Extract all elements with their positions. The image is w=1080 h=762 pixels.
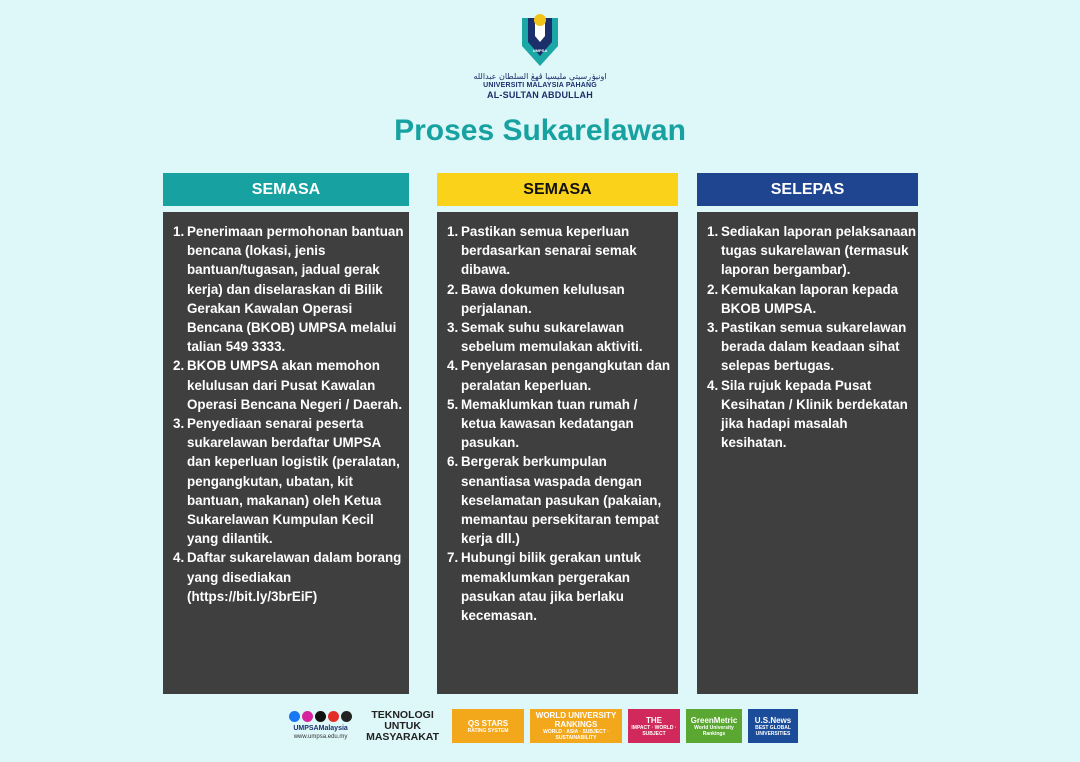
badge-title: QS STARS <box>467 718 509 728</box>
list-item-text: Pastikan semua sukarelawan berada dalam keadaan sihat selepas bertugas. <box>721 320 907 374</box>
list-item-text: Penyelarasan pengangkutan dan peralatan keperluan. <box>461 358 671 393</box>
badge-subtitle: RATING SYSTEM <box>467 727 509 734</box>
badge-title: WORLD UNIVERSITY RANKINGS <box>535 711 617 729</box>
column-body <box>163 212 409 694</box>
list-item <box>707 376 916 453</box>
list-item-text: Daftar sukarelawan dalam borang yang disediakan (https://bit.ly/3brEiF) <box>187 550 402 604</box>
logo-arabic-text: اونيۏرسيتي مليسيا ڤهڠ السلطان عبدالله <box>473 72 607 81</box>
qs-stars-badge <box>452 709 524 743</box>
column-body <box>437 212 678 694</box>
us-news-badge <box>748 709 798 743</box>
tagline-line-1: TEKNOLOGI <box>371 708 434 721</box>
badge-title: U.S.News <box>754 715 792 725</box>
qs-world-rankings-badge <box>530 709 622 743</box>
social-icons <box>289 711 352 722</box>
list-item <box>173 222 407 356</box>
list-item <box>707 318 916 376</box>
list-item-text: Penyediaan senarai peserta sukarelawan berdaftar UMPSA dan keperluan logistik (peralatan, pengangkutan, ubatan, kit bantuan, makanan) oleh Ketua Sukarelawan Kumpulan Kecil yang dilantik. <box>187 416 400 547</box>
page-title: Proses Sukarelawan <box>394 114 686 147</box>
list-item <box>447 452 676 548</box>
step-list <box>173 222 407 606</box>
logo-university-name: UNIVERSITI MALAYSIA PAHANG <box>483 82 597 89</box>
ui-greenmetric-badge <box>686 709 742 743</box>
list-item-number: 2. <box>173 358 185 374</box>
ranking-badges <box>452 709 798 743</box>
list-item-number: 1. <box>707 224 719 239</box>
list-item-text: Kemukakan laporan kepada BKOB UMPSA. <box>721 281 899 316</box>
list-item <box>447 548 676 625</box>
badge-subtitle: World University Rankings <box>694 724 734 737</box>
instagram-icon[interactable] <box>302 711 313 722</box>
column-header: SEMASA <box>437 173 678 206</box>
list-item-number: 7. <box>447 550 459 566</box>
list-item-text: Hubungi bilik gerakan untuk memaklumkan pergerakan pasukan atau jika berlaku kecemasan. <box>461 550 642 624</box>
list-item-text: Sila rujuk kepada Pusat Kesihatan / Klinik berdekatan jika hadapi masalah kesihatan. <box>721 377 908 451</box>
x-icon[interactable] <box>315 711 326 722</box>
badge-title: GreenMetric <box>690 715 738 725</box>
badge-subtitle: WORLD · ASIA · SUBJECT · SUSTAINABILITY <box>543 729 609 741</box>
university-logo <box>0 12 1080 100</box>
list-item-number: 5. <box>447 396 459 412</box>
list-item-number: 2. <box>447 281 459 297</box>
list-item-text: Bergerak berkumpulan senantiasa waspada dengan keselamatan pasukan (pakaian, memantau persekitaran tempat kerja dll.) <box>461 454 662 547</box>
column-header: SELEPAS <box>697 173 918 206</box>
list-item-number: 6. <box>447 454 459 470</box>
logo-mark-text: UMPSA <box>532 48 548 53</box>
list-item <box>173 414 407 548</box>
social-block <box>288 711 353 741</box>
list-item-number: 3. <box>707 320 719 336</box>
step-list <box>447 222 676 625</box>
tiktok-icon[interactable] <box>341 711 352 722</box>
list-item-number: 3. <box>447 320 459 336</box>
list-item <box>173 548 407 606</box>
list-item <box>707 222 916 280</box>
list-item-text: Semak suhu sukarelawan sebelum memulakan aktiviti. <box>461 320 643 355</box>
list-item-text: Memaklumkan tuan rumah / ketua kawasan kedatangan pasukan. <box>461 396 638 451</box>
list-item-number: 3. <box>173 416 185 432</box>
list-item-text: BKOB UMPSA akan memohon kelulusan dari Pusat Kawalan Operasi Bencana Negeri / Daerah. <box>187 358 403 412</box>
list-item <box>447 356 676 394</box>
badge-subtitle: BEST GLOBAL UNIVERSITIES <box>755 724 791 737</box>
list-item-number: 2. <box>707 281 719 297</box>
list-item-text: Bawa dokumen kelulusan perjalanan. <box>461 281 625 316</box>
list-item-text: Sediakan laporan pelaksanaan tugas sukarelawan (termasuk laporan bergambar). <box>721 224 916 278</box>
social-handle: UMPSAMalaysia <box>293 725 348 732</box>
step-list <box>707 222 916 452</box>
list-item <box>447 280 676 318</box>
the-rankings-badge <box>628 709 680 743</box>
list-item-number: 4. <box>707 377 719 393</box>
badge-subtitle: IMPACT · WORLD · SUBJECT <box>631 724 677 737</box>
tagline <box>361 710 444 743</box>
list-item-text: Pastikan semua keperluan berdasarkan senarai semak dibawa. <box>461 224 637 278</box>
footer <box>288 704 798 748</box>
list-item <box>447 318 676 356</box>
tagline-line-2: UNTUK <box>384 719 421 732</box>
website-link[interactable]: www.umpsa.edu.my <box>293 734 348 740</box>
list-item-text: Penerimaan permohonan bantuan bencana (lokasi, jenis bantuan/tugasan, jadual gerak kerja) dan diselaraskan di Bilik Gerakan Kawalan Operasi Bencana (BKOB) UMPSA melalui talian 549 3333. <box>187 224 404 355</box>
facebook-icon[interactable] <box>289 711 300 722</box>
column-body <box>697 212 918 694</box>
list-item <box>707 280 916 318</box>
list-item-number: 4. <box>447 358 459 374</box>
youtube-icon[interactable] <box>328 711 339 722</box>
list-item <box>173 356 407 414</box>
logo-university-suffix: AL-SULTAN ABDULLAH <box>487 90 593 100</box>
list-item-number: 1. <box>447 224 459 239</box>
badge-title: THE <box>646 715 662 725</box>
tagline-line-3: MASYARAKAT <box>366 730 440 743</box>
list-item-number: 4. <box>173 550 185 566</box>
list-item <box>447 395 676 453</box>
list-item <box>447 222 676 280</box>
list-item-number: 1. <box>173 224 185 239</box>
umpsa-crest-icon <box>518 12 562 70</box>
column-header: SEMASA <box>163 173 409 206</box>
